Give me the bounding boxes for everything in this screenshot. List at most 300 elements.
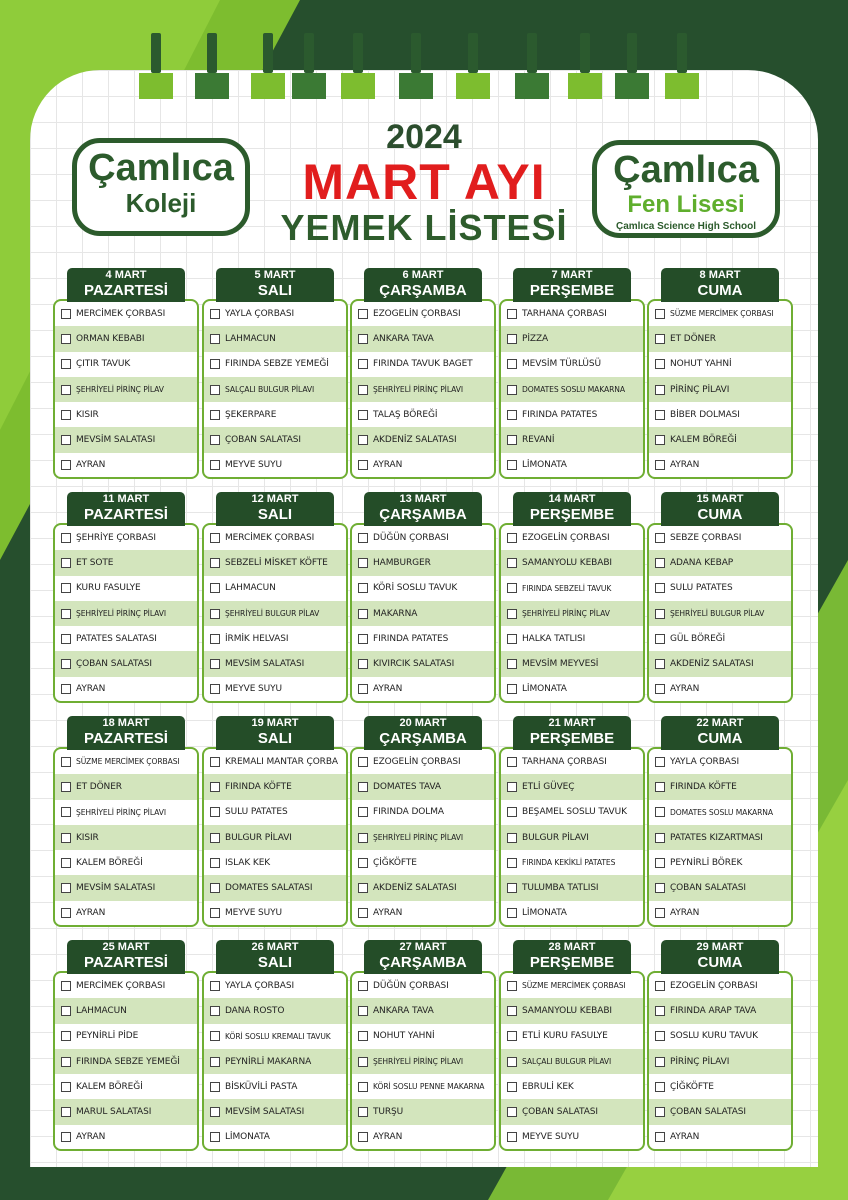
menu-item-label: PEYNİRLİ BÖREK [670, 857, 743, 868]
checkbox-icon[interactable] [358, 833, 368, 843]
binder-ring [351, 33, 365, 97]
menu-item [55, 1125, 197, 1150]
checkbox-icon[interactable] [210, 1132, 220, 1142]
menu-item-label: ÇOBAN SALATASI [670, 883, 746, 894]
checkbox-icon[interactable] [210, 583, 220, 593]
menu-item-label: EZOGELİN ÇORBASI [373, 756, 461, 767]
menu-item-label: YAYLA ÇORBASI [225, 980, 295, 991]
menu-item-label: ETLİ GÜVEÇ [522, 781, 575, 792]
day-card [647, 268, 793, 480]
menu-item [55, 651, 197, 676]
day-card [499, 268, 645, 480]
checkbox-icon[interactable] [655, 1057, 665, 1067]
checkbox-icon[interactable] [655, 1082, 665, 1092]
checkbox-icon[interactable] [358, 659, 368, 669]
checkbox-icon[interactable] [358, 858, 368, 868]
menu-item-label: GÜL BÖREĞİ [670, 633, 726, 644]
checkbox-icon[interactable] [210, 435, 220, 445]
day-card [499, 940, 645, 1152]
day-header [364, 268, 482, 302]
menu-item-label: YAYLA ÇORBASI [670, 756, 740, 767]
binder-ring [409, 33, 423, 97]
menu-item [352, 453, 494, 478]
checkbox-icon[interactable] [655, 558, 665, 568]
checkbox-icon[interactable] [358, 1082, 368, 1092]
menu-item-label: ÇITIR TAVUK [76, 359, 131, 370]
checkbox-icon[interactable] [61, 1031, 71, 1041]
day-header [513, 716, 631, 750]
checkbox-icon[interactable] [507, 309, 517, 319]
menu-item [501, 875, 643, 900]
checkbox-icon[interactable] [655, 807, 665, 817]
menu-item-label: ŞEHRİYELİ PİRİNÇ PİLAVI [76, 807, 166, 817]
checkbox-icon[interactable] [61, 858, 71, 868]
checkbox-icon[interactable] [210, 1006, 220, 1016]
day-date: 7 MART [551, 269, 593, 281]
menu-item-label: ET DÖNER [670, 333, 716, 344]
menu-item [204, 377, 346, 402]
checkbox-icon[interactable] [507, 981, 517, 991]
menu-item [649, 550, 791, 575]
menu-item [501, 326, 643, 351]
menu-item [501, 377, 643, 402]
menu-item-label: BULGUR PİLAVI [522, 832, 589, 843]
checkbox-icon[interactable] [61, 1006, 71, 1016]
checkbox-icon[interactable] [210, 309, 220, 319]
day-name: PERŞEMBE [529, 506, 615, 523]
checkbox-icon[interactable] [210, 1082, 220, 1092]
checkbox-icon[interactable] [655, 1031, 665, 1041]
menu-item [55, 525, 197, 550]
checkbox-icon[interactable] [507, 558, 517, 568]
menu-item [204, 774, 346, 799]
menu-item [501, 352, 643, 377]
checkbox-icon[interactable] [61, 410, 71, 420]
day-header [661, 940, 779, 974]
binder-ring [625, 33, 639, 97]
menu-item-label: FIRINDA KÖFTE [225, 781, 292, 792]
checkbox-icon[interactable] [61, 460, 71, 470]
checkbox-icon[interactable] [655, 1107, 665, 1117]
checkbox-icon[interactable] [358, 435, 368, 445]
day-name: ÇARŞAMBA [379, 730, 467, 747]
checkbox-icon[interactable] [210, 908, 220, 918]
checkbox-icon[interactable] [61, 757, 71, 767]
menu-item [352, 402, 494, 427]
checkbox-icon[interactable] [507, 634, 517, 644]
menu-item-label: SAMANYOLU KEBABI [522, 1005, 612, 1016]
checkbox-icon[interactable] [507, 858, 517, 868]
checkbox-icon[interactable] [358, 908, 368, 918]
menu-item-label: KALEM BÖREĞİ [76, 857, 143, 868]
menu-item-label: AYRAN [670, 908, 700, 919]
checkbox-icon[interactable] [507, 1082, 517, 1092]
checkbox-icon[interactable] [358, 583, 368, 593]
checkbox-icon[interactable] [210, 460, 220, 470]
menu-item-label: FIRINDA KÖFTE [670, 781, 737, 792]
day-name: PERŞEMBE [529, 730, 615, 747]
menu-item [204, 352, 346, 377]
menu-item [352, 525, 494, 550]
menu-item-label: MEVSİM SALATASI [76, 435, 156, 446]
menu-item-label: ÇİĞKÖFTE [670, 1081, 714, 1092]
menu-item [55, 749, 197, 774]
day-menu-list [202, 747, 348, 927]
checkbox-icon[interactable] [358, 1006, 368, 1016]
menu-item [352, 998, 494, 1023]
checkbox-icon[interactable] [655, 659, 665, 669]
checkbox-icon[interactable] [210, 1057, 220, 1067]
menu-item [352, 850, 494, 875]
menu-item [204, 626, 346, 651]
menu-item-label: AKDENİZ SALATASI [670, 659, 754, 670]
checkbox-icon[interactable] [61, 385, 71, 395]
checkbox-icon[interactable] [61, 782, 71, 792]
checkbox-icon[interactable] [210, 558, 220, 568]
menu-item [55, 453, 197, 478]
menu-item-label: KURU FASULYE [76, 583, 141, 594]
menu-item [352, 550, 494, 575]
checkbox-icon[interactable] [655, 609, 665, 619]
checkbox-icon[interactable] [358, 981, 368, 991]
checkbox-icon[interactable] [358, 359, 368, 369]
checkbox-icon[interactable] [507, 609, 517, 619]
menu-item-label: SULU PATATES [225, 807, 288, 818]
menu-item-label: PATATES KIZARTMASI [670, 832, 763, 843]
day-card [53, 716, 199, 928]
checkbox-icon[interactable] [358, 460, 368, 470]
checkbox-icon[interactable] [210, 782, 220, 792]
checkbox-icon[interactable] [507, 908, 517, 918]
day-menu-list [350, 299, 496, 479]
checkbox-icon[interactable] [358, 807, 368, 817]
checkbox-icon[interactable] [61, 435, 71, 445]
menu-item [204, 550, 346, 575]
checkbox-icon[interactable] [358, 684, 368, 694]
checkbox-icon[interactable] [655, 435, 665, 445]
checkbox-icon[interactable] [655, 981, 665, 991]
menu-item [501, 402, 643, 427]
checkbox-icon[interactable] [61, 807, 71, 817]
menu-item [649, 576, 791, 601]
checkbox-icon[interactable] [507, 1107, 517, 1117]
menu-item [352, 1125, 494, 1150]
binder-ring [302, 33, 316, 97]
checkbox-icon[interactable] [358, 1031, 368, 1041]
checkbox-icon[interactable] [61, 583, 71, 593]
menu-item [501, 576, 643, 601]
checkbox-icon[interactable] [507, 334, 517, 344]
checkbox-icon[interactable] [507, 533, 517, 543]
day-name: PAZARTESİ [84, 282, 168, 299]
menu-item [649, 525, 791, 550]
checkbox-icon[interactable] [507, 1031, 517, 1041]
checkbox-icon[interactable] [358, 1107, 368, 1117]
menu-item-label: SEBZELİ MİSKET KÖFTE [225, 557, 328, 568]
menu-item [352, 749, 494, 774]
menu-item [501, 1024, 643, 1049]
checkbox-icon[interactable] [655, 782, 665, 792]
checkbox-icon[interactable] [210, 1107, 220, 1117]
checkbox-icon[interactable] [210, 634, 220, 644]
checkbox-icon[interactable] [507, 410, 517, 420]
menu-item [204, 651, 346, 676]
checkbox-icon[interactable] [210, 385, 220, 395]
menu-item [55, 774, 197, 799]
checkbox-icon[interactable] [655, 908, 665, 918]
day-card [53, 268, 199, 480]
checkbox-icon[interactable] [210, 334, 220, 344]
menu-item-label: ÇOBAN SALATASI [670, 1107, 746, 1118]
day-header [216, 940, 334, 974]
checkbox-icon[interactable] [358, 385, 368, 395]
day-header [216, 716, 334, 750]
checkbox-icon[interactable] [61, 359, 71, 369]
checkbox-icon[interactable] [507, 684, 517, 694]
menu-item [204, 749, 346, 774]
checkbox-icon[interactable] [655, 1132, 665, 1142]
checkbox-icon[interactable] [210, 359, 220, 369]
menu-item-label: MAKARNA [373, 608, 418, 619]
checkbox-icon[interactable] [507, 659, 517, 669]
day-menu-list [53, 523, 199, 703]
checkbox-icon[interactable] [210, 981, 220, 991]
menu-item-label: ET DÖNER [76, 781, 122, 792]
menu-item [352, 326, 494, 351]
menu-item [55, 550, 197, 575]
checkbox-icon[interactable] [655, 858, 665, 868]
day-card [350, 492, 496, 704]
checkbox-icon[interactable] [210, 807, 220, 817]
checkbox-icon[interactable] [210, 1031, 220, 1041]
checkbox-icon[interactable] [61, 533, 71, 543]
week-row [53, 940, 795, 1150]
checkbox-icon[interactable] [507, 435, 517, 445]
menu-item [501, 651, 643, 676]
checkbox-icon[interactable] [61, 659, 71, 669]
checkbox-icon[interactable] [210, 883, 220, 893]
checkbox-icon[interactable] [507, 385, 517, 395]
menu-item-label: NOHUT YAHNİ [373, 1031, 435, 1042]
checkbox-icon[interactable] [358, 634, 368, 644]
menu-item-label: FIRINDA PATATES [373, 633, 449, 644]
checkbox-icon[interactable] [655, 1006, 665, 1016]
menu-item-label: BEŞAMEL SOSLU TAVUK [522, 807, 627, 818]
checkbox-icon[interactable] [655, 359, 665, 369]
day-card [647, 940, 793, 1152]
day-menu-list [350, 747, 496, 927]
checkbox-icon[interactable] [210, 410, 220, 420]
checkbox-icon[interactable] [655, 533, 665, 543]
day-menu-list [53, 747, 199, 927]
checkbox-icon[interactable] [358, 334, 368, 344]
checkbox-icon[interactable] [210, 833, 220, 843]
checkbox-icon[interactable] [358, 782, 368, 792]
checkbox-icon[interactable] [210, 609, 220, 619]
checkbox-icon[interactable] [507, 833, 517, 843]
checkbox-icon[interactable] [61, 1082, 71, 1092]
menu-item-label: KREMALI MANTAR ÇORBA [225, 756, 338, 767]
menu-item-label: LİMONATA [225, 1132, 270, 1143]
menu-item [352, 1099, 494, 1124]
day-menu-list [53, 971, 199, 1151]
checkbox-icon[interactable] [507, 583, 517, 593]
day-header [216, 268, 334, 302]
day-name: SALI [257, 954, 293, 971]
menu-item [649, 825, 791, 850]
checkbox-icon[interactable] [655, 833, 665, 843]
menu-item [649, 973, 791, 998]
checkbox-icon[interactable] [61, 883, 71, 893]
menu-item-label: TULUMBA TATLISI [522, 883, 599, 894]
checkbox-icon[interactable] [210, 533, 220, 543]
menu-item-label: AYRAN [76, 908, 106, 919]
day-card [499, 492, 645, 704]
day-date: 12 MART [251, 493, 299, 505]
menu-item [352, 774, 494, 799]
checkbox-icon[interactable] [61, 1132, 71, 1142]
menu-item-label: EZOGELİN ÇORBASI [373, 308, 461, 319]
day-date: 18 MART [102, 717, 150, 729]
checkbox-icon[interactable] [358, 757, 368, 767]
checkbox-icon[interactable] [61, 1107, 71, 1117]
day-header [513, 492, 631, 526]
checkbox-icon[interactable] [210, 659, 220, 669]
menu-item [55, 352, 197, 377]
day-name: PAZARTESİ [84, 730, 168, 747]
checkbox-icon[interactable] [61, 309, 71, 319]
checkbox-icon[interactable] [61, 833, 71, 843]
menu-item [649, 402, 791, 427]
checkbox-icon[interactable] [358, 533, 368, 543]
menu-item-label: FIRINDA SEBZE YEMEĞİ [225, 359, 329, 370]
menu-item-label: SAMANYOLU KEBABI [522, 557, 612, 568]
checkbox-icon[interactable] [210, 684, 220, 694]
menu-item [55, 875, 197, 900]
checkbox-icon[interactable] [507, 807, 517, 817]
binder-ring [261, 33, 275, 97]
menu-item [204, 427, 346, 452]
binder-ring [205, 33, 219, 97]
checkbox-icon[interactable] [655, 334, 665, 344]
checkbox-icon[interactable] [507, 359, 517, 369]
checkbox-icon[interactable] [507, 782, 517, 792]
menu-item [501, 850, 643, 875]
day-date: 26 MART [251, 941, 299, 953]
checkbox-icon[interactable] [358, 410, 368, 420]
menu-item-label: MEYVE SUYU [522, 1132, 580, 1143]
day-name: SALI [257, 506, 293, 523]
menu-item [204, 973, 346, 998]
checkbox-icon[interactable] [61, 609, 71, 619]
menu-item [352, 576, 494, 601]
checkbox-icon[interactable] [655, 583, 665, 593]
checkbox-icon[interactable] [507, 1132, 517, 1142]
binder-ring [466, 33, 480, 97]
day-menu-list [350, 971, 496, 1151]
checkbox-icon[interactable] [358, 309, 368, 319]
checkbox-icon[interactable] [61, 908, 71, 918]
menu-item-label: PİZZA [522, 333, 549, 344]
day-card [350, 716, 496, 928]
menu-item-label: ANKARA TAVA [373, 333, 434, 344]
menu-item [204, 525, 346, 550]
checkbox-icon[interactable] [655, 309, 665, 319]
menu-item-label: ŞEHRİYELİ PİRİNÇ PİLAV [76, 385, 164, 395]
checkbox-icon[interactable] [507, 883, 517, 893]
checkbox-icon[interactable] [210, 757, 220, 767]
menu-item [649, 301, 791, 326]
checkbox-icon[interactable] [358, 883, 368, 893]
menu-item [501, 453, 643, 478]
day-header [67, 940, 185, 974]
menu-item-label: ŞEHRİYELİ PİRİNÇ PİLAVI [373, 385, 463, 395]
menu-item [649, 651, 791, 676]
checkbox-icon[interactable] [358, 609, 368, 619]
checkbox-icon[interactable] [210, 858, 220, 868]
checkbox-icon[interactable] [655, 883, 665, 893]
checkbox-icon[interactable] [507, 1006, 517, 1016]
day-card [53, 940, 199, 1152]
checkbox-icon[interactable] [61, 981, 71, 991]
checkbox-icon[interactable] [358, 1132, 368, 1142]
checkbox-icon[interactable] [655, 634, 665, 644]
menu-item-label: SALÇALI BULGUR PİLAVI [225, 385, 315, 395]
checkbox-icon[interactable] [655, 757, 665, 767]
menu-item [204, 998, 346, 1023]
checkbox-icon[interactable] [61, 1057, 71, 1067]
menu-item-label: AYRAN [76, 460, 106, 471]
menu-item-label: MARUL SALATASI [76, 1107, 152, 1118]
menu-item-label: MEVSİM TÜRLÜSÜ [522, 359, 601, 370]
menu-item-label: YAYLA ÇORBASI [225, 308, 295, 319]
menu-item-label: SALÇALI BULGUR PİLAVI [522, 1057, 612, 1067]
menu-item [55, 998, 197, 1023]
menu-item-label: PEYNİRLİ MAKARNA [225, 1056, 312, 1067]
menu-item-label: AYRAN [670, 460, 700, 471]
menu-item [204, 326, 346, 351]
menu-item-label: EZOGELİN ÇORBASI [522, 532, 610, 543]
menu-item [55, 601, 197, 626]
menu-item [501, 1099, 643, 1124]
menu-item [352, 677, 494, 702]
checkbox-icon[interactable] [655, 385, 665, 395]
day-menu-list [647, 747, 793, 927]
menu-item [501, 774, 643, 799]
checkbox-icon[interactable] [507, 757, 517, 767]
day-header [216, 492, 334, 526]
checkbox-icon[interactable] [358, 558, 368, 568]
checkbox-icon[interactable] [655, 684, 665, 694]
menu-item [501, 1074, 643, 1099]
day-name: CUMA [697, 506, 743, 523]
checkbox-icon[interactable] [655, 460, 665, 470]
checkbox-icon[interactable] [507, 460, 517, 470]
checkbox-icon[interactable] [61, 558, 71, 568]
checkbox-icon[interactable] [507, 1057, 517, 1067]
checkbox-icon[interactable] [61, 334, 71, 344]
checkbox-icon[interactable] [358, 1057, 368, 1067]
checkbox-icon[interactable] [61, 634, 71, 644]
menu-item-label: LAHMACUN [76, 1005, 127, 1016]
day-name: PAZARTESİ [84, 506, 168, 523]
menu-item-label: ŞEHRİYELİ PİRİNÇ PİLAVI [76, 609, 166, 619]
checkbox-icon[interactable] [61, 684, 71, 694]
menu-item-label: SEBZE ÇORBASI [670, 532, 742, 543]
menu-item-label: ŞEHRİYELİ PİRİNÇ PİLAVI [373, 1057, 463, 1067]
checkbox-icon[interactable] [655, 410, 665, 420]
menu-item [649, 998, 791, 1023]
